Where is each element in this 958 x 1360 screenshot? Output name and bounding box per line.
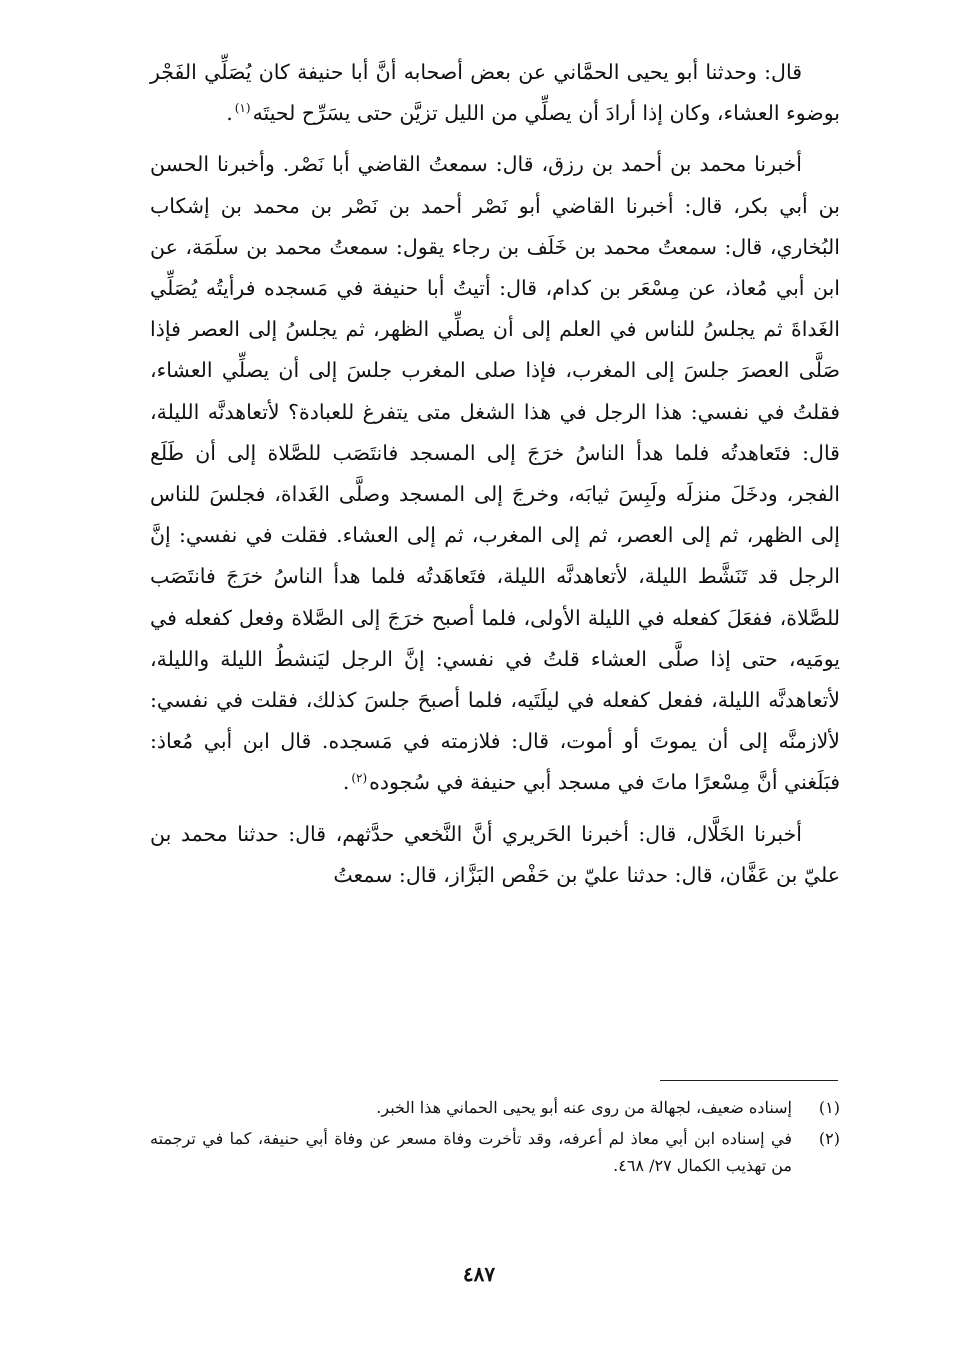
paragraph-1: قال: وحدثنا أبو يحيى الحمَّاني عن بعض أصحابه أنَّ أبا حنيفة كان يُصَلِّي الفَجْر بوضوء العشاء، وكان إذا أرادَ أن يصلِّي من الليل تزيَّن حتى يسَرِّح لحيتَه$^{(١)}$.	[150, 60, 840, 126]
footnote-1	[150, 1094, 840, 1121]
page-number: ٤٨٧	[462, 1262, 496, 1286]
footnotes	[150, 1094, 840, 1183]
paragraph-3-text: أخبرنا الخَلَّال، قال: أخبرنا الحَريري أنَّ النَّخعي حدَّثهم، قال: حدثنا محمد بن عليّ بن عَفَّان، قال: حدثنا عليّ بن حَفْص البَزَّاز، قال: سمعتُ	[150, 821, 840, 887]
footnote-1-number: (١)	[818, 1098, 840, 1117]
paragraph-1-text: قال: وحدثنا أبو يحيى الحمَّاني عن بعض أصحابه أنَّ أبا حنيفة كان يُصَلِّي الفَجْر بوضوء العشاء، وكان إذا أرادَ أن يصلِّي من الليل تزيَّن حتى يسَرِّح لحيتَه	[150, 60, 840, 126]
footnote-2-text: في إسناده ابن أبي معاذ لم أعرفه، وقد تأخرت وفاة مسعر عن وفاة أبي حنيفة، كما في ترجمته من تهذيب الكمال ٢٧/ ٤٦٨.	[150, 1129, 792, 1175]
footnote-2	[150, 1125, 840, 1179]
footnote-ref-1: (١)	[234, 101, 251, 116]
footnote-divider	[660, 1080, 838, 1081]
paragraph-2-text: أخبرنا محمد بن أحمد بن رزق، قال: سمعتُ القاضي أبا نَصْر. وأخبرنا الحسن بن أبي بكر، قال: أخبرنا القاضي أبو نَصْر أحمد بن نَصْر بن محمد بن إشكاب البُخاري، قال: سمعتُ محمد بن خَلَف بن رجاء يقول: سمعتُ محمد بن سلَمَة، عن ابن أبي مُعاذ، عن مِسْعَر بن كدام، قال: أتيتُ أبا حنيفة في مَسجده فرأيتُه يُصَلِّي الغَداةَ ثم يجلسُ للناس في العلم إلى أن يصلِّي الظهر، ثم يجلسُ إلى العصر فإذا صَلَّى العصرَ جلسَ إلى المغرب، فإذا صلى المغرب جلسَ إلى أن يصلِّي العشاء، فقلتُ في نفسي: هذا الرجل في هذا الشغل متى يتفرغ للعبادة؟ لأتعاهدنَّه الليلة، قال: فتَعاهدتُه فلما هدأ الناسُ خرَجَ إلى المسجد فانتَصَب للصَّلاة إلى أن طَلَع الفجر، ودخَلَ منزلَه ولَبِسَ ثيابَه، وخرجَ إلى المسجد وصلَّى الغَداة، فجلسَ للناس إلى الظهر، ثم إلى العصر، ثم إلى المغرب، ثم إلى العشاء. فقلت في نفسي: إنَّ الرجل قد تَنَشَّط الليلة، لأتعاهدنَّه الليلة، فتَعاهَدتُه فلما هدأ الناسُ خرَجَ فانتَصَب للصَّلاة، ففعَلَ كفعله في الليلة الأولى، فلما أصبح خرَجَ إلى الصَّلاة وفعل كفعله في يومَيه، حتى إذا صلَّى العشاء قلتُ في نفسي: إنَّ الرجل ليَنشطُ الليلة والليلة، لأتعاهدنَّه الليلة، ففعل كفعله في ليلَتَيه، فلما أصبحَ جلسَ كذلك، فقلت في نفسي: لألازمنَّه إلى أن يموتَ أو أموت، قال: فلازمته في مَسجده. قال ابن أبي مُعاذ: فبَلَغني أنَّ مِسْعرًا ماتَ في مسجد أبي حنيفة في سُجوده	[150, 152, 840, 795]
main-text	[150, 52, 840, 896]
footnote-2-number: (٢)	[818, 1129, 840, 1148]
paragraph-3	[150, 814, 840, 896]
footnote-ref-2: (٢)	[351, 770, 368, 785]
paragraph-2: أخبرنا محمد بن أحمد بن رزق، قال: سمعتُ القاضي أبا نَصْر. وأخبرنا الحسن بن أبي بكر، قال: أخبرنا القاضي أبو نَصْر أحمد بن نَصْر بن محمد بن إشكاب البُخاري، قال: سمعتُ محمد بن خَلَف بن رجاء يقول: سمعتُ محمد بن سلَمَة، عن ابن أبي مُعاذ، عن مِسْعَر بن كدام، قال: أتيتُ أبا حنيفة في مَسجده فرأيتُه يُصَلِّي الغَداةَ ثم يجلسُ للناس في العلم إلى أن يصلِّي الظهر، ثم يجلسُ إلى العصر فإذا صَلَّى العصرَ جلسَ إلى المغرب، فإذا صلى المغرب جلسَ إلى أن يصلِّي العشاء، فقلتُ في نفسي: هذا الرجل في هذا الشغل متى يتفرغ للعبادة؟ لأتعاهدنَّه الليلة، قال: فتَعاهدتُه فلما هدأ الناسُ خرَجَ إلى المسجد فانتَصَب للصَّلاة إلى أن طَلَع الفجر، ودخَلَ منزلَه ولَبِسَ ثيابَه، وخرجَ إلى المسجد وصلَّى الغَداة، فجلسَ للناس إلى الظهر، ثم إلى العصر، ثم إلى المغرب، ثم إلى العشاء. فقلت في نفسي: إنَّ الرجل قد تَنَشَّط الليلة، لأتعاهدنَّه الليلة، فتَعاهَدتُه فلما هدأ الناسُ خرَجَ فانتَصَب للصَّلاة، ففعَلَ كفعله في الليلة الأولى، فلما أصبح خرَجَ إلى الصَّلاة وفعل كفعله في يومَيه، حتى إذا صلَّى العشاء قلتُ في نفسي: إنَّ الرجل ليَنشطُ الليلة والليلة، لأتعاهدنَّه الليلة، ففعل كفعله في ليلَتَيه، فلما أصبحَ جلسَ كذلك، فقلت في نفسي: لألازمنَّه إلى أن يموتَ أو أموت، قال: فلازمته في مَسجده. قال ابن أبي مُعاذ: فبَلَغني أنَّ مِسْعرًا ماتَ في مسجد أبي حنيفة في سُجوده$^{(٢)}$.	[150, 152, 840, 795]
footnote-1-text: إسناده ضعيف، لجهالة من روى عنه أبو يحيى الحماني هذا الخبر.	[376, 1098, 792, 1117]
